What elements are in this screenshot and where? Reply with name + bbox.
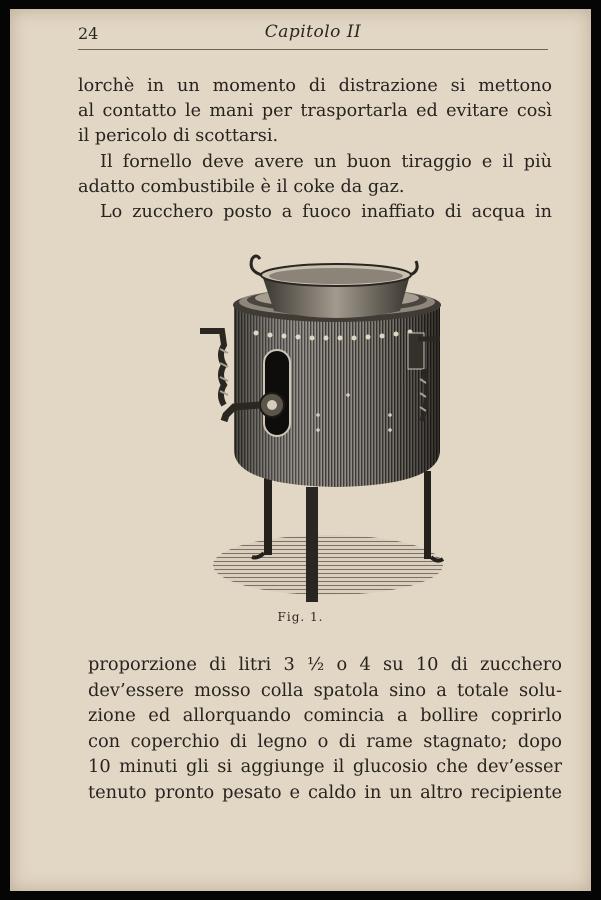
text-line: tenuto pronto pesato e caldo in un altro recipiente — [88, 781, 562, 803]
page-number: 24 — [78, 24, 99, 43]
left-handle — [200, 331, 224, 405]
pan-inner — [269, 268, 403, 284]
top-text-block — [78, 74, 552, 225]
stove-leg — [264, 473, 272, 555]
running-title: Capitolo II — [264, 22, 362, 42]
text-line: 10 minuti gli si aggiunge il glucosio che dev’esser — [88, 756, 562, 778]
text-line: Lo zucchero posto a fuoco inaffiato di acqua in — [100, 202, 552, 223]
text-line: proporzione di litri 3 ½ o 4 su 10 di zucchero — [88, 654, 562, 675]
text-line: zione ed allorquando comincia a bollire coprirlo — [88, 705, 562, 727]
text-line: Il fornello deve avere un buon tiraggio e il più — [100, 151, 552, 172]
gas-valve-center — [267, 400, 277, 410]
stove-leg — [424, 471, 431, 559]
header-rule — [78, 49, 548, 50]
stove-illustration — [178, 245, 468, 605]
text-line: adatto combustibile è il coke da gaz. — [78, 176, 405, 197]
pan-handle — [410, 261, 417, 275]
text-line: con coperchio di legno o di rame stagnato; dopo — [88, 730, 562, 752]
text-line: il pericolo di scottarsi. — [78, 126, 279, 147]
text-line: lorchè in un momento di distrazione si mettono — [78, 76, 552, 96]
book-page — [10, 9, 591, 891]
stove-leg — [306, 487, 318, 602]
pan-handle — [251, 256, 262, 275]
bottom-text-block — [88, 652, 562, 806]
text-line: al contatto le mani per trasportarla ed evitare così — [78, 101, 552, 122]
figure-caption: Fig. 1. — [277, 610, 324, 624]
floor-shadow — [213, 535, 443, 595]
page-header — [78, 21, 548, 51]
text-line: dev’essere mosso colla spatola sino a totale solu- — [88, 679, 562, 701]
